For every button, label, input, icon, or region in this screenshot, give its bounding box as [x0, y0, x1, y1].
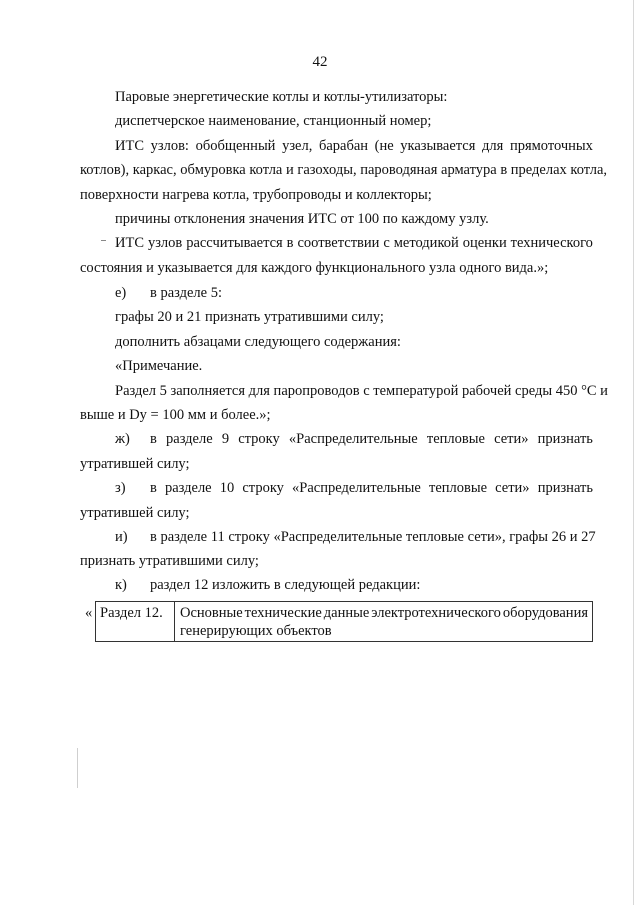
word: в — [150, 480, 157, 496]
page-number: 42 — [312, 54, 328, 70]
word: оценки — [462, 235, 507, 251]
word: с — [383, 235, 390, 251]
paragraph-dispatch-name: диспетчерское наименование, станционный номер; — [115, 113, 432, 129]
word: разделе — [166, 431, 213, 447]
paragraph-its-nodes-line1 — [115, 137, 593, 155]
word: «Распределительные — [288, 431, 418, 447]
word: узел, — [282, 138, 313, 154]
word: узлов — [147, 235, 183, 251]
word: строку — [238, 431, 280, 447]
item-zh-line2: утратившей силу; — [80, 456, 190, 472]
paragraph-columns-void: графы 20 и 21 признать утратившими силу; — [115, 309, 384, 325]
paragraph-its-nodes-line2: котлов), каркас, обмуровка котла и газоходы, пароводяная арматура в пределах котла, — [80, 162, 608, 178]
word: узлов: — [150, 138, 189, 154]
word: в — [286, 235, 294, 251]
word: электротехнического — [371, 605, 501, 621]
margin-mark — [101, 240, 106, 241]
section-12-table — [95, 601, 593, 642]
word: тепловые — [428, 480, 488, 496]
word: прямоточных — [509, 138, 593, 154]
word: тепловые — [426, 431, 485, 447]
scan-artifact — [77, 748, 78, 788]
item-z-line1 — [150, 479, 593, 497]
paragraph-calculation-line1 — [115, 234, 593, 252]
page-edge — [633, 0, 634, 905]
item-e-text: в разделе 5: — [150, 285, 223, 301]
word: сети» — [495, 480, 530, 496]
word: Основные — [180, 605, 243, 621]
section-description-line1 — [180, 604, 588, 622]
item-k-text: раздел 12 изложить в следующей редакции: — [150, 577, 421, 593]
paragraph-note-heading: «Примечание. — [115, 358, 203, 374]
section-description-cell — [180, 604, 588, 640]
paragraph-note-line2: выше и Dу = 100 мм и более.»; — [80, 407, 271, 423]
item-z-line2: утратившей силу; — [80, 505, 190, 521]
word: обобщенный — [195, 138, 276, 154]
item-i-line2: признать утратившими силу; — [80, 553, 259, 569]
item-letter-zh: ж) — [115, 431, 130, 447]
word: 10 — [219, 480, 235, 496]
item-i-line1: в разделе 11 строку «Распределительные тепловые сети», графы 26 и 27 — [150, 529, 596, 545]
paragraph-add-clauses: дополнить абзацами следующего содержания: — [115, 334, 401, 350]
section-description-line2: генерирующих объектов — [180, 623, 332, 639]
word: технические — [244, 605, 322, 621]
section-label: Раздел 12. — [100, 605, 163, 621]
word: разделе — [164, 480, 212, 496]
word: барабан — [318, 138, 369, 154]
word: в — [150, 431, 157, 447]
section-label-cell — [96, 602, 175, 641]
word: технического — [510, 235, 593, 251]
item-letter-k: к) — [115, 577, 127, 593]
word: методикой — [393, 235, 459, 251]
paragraph-its-nodes-line3: поверхности нагрева котла, трубопроводы и коллекторы; — [80, 187, 432, 203]
paragraph-calculation-line2: состояния и указывается для каждого функционального узла одного вида.»; — [80, 260, 549, 276]
word: 9 — [221, 431, 230, 447]
word: соответствии — [297, 235, 380, 251]
item-zh-line1 — [150, 430, 593, 448]
item-letter-i: и) — [115, 529, 128, 545]
paragraph-deviation-reasons: причины отклонения значения ИТС от 100 по каждому узлу. — [115, 211, 489, 227]
word: сети» — [494, 431, 529, 447]
word: данные — [323, 605, 370, 621]
word: признать — [537, 431, 593, 447]
word: ИТС — [115, 235, 144, 251]
word: (не — [374, 138, 394, 154]
word: признать — [537, 480, 593, 496]
word: для — [482, 138, 504, 154]
word: оборудования — [502, 605, 588, 621]
paragraph-note-line1: Раздел 5 заполняется для паропроводов с температурой рабочей среды 450 °С и — [115, 383, 608, 399]
word: рассчитывается — [186, 235, 283, 251]
item-letter-e: е) — [115, 285, 127, 301]
word: указывается — [400, 138, 476, 154]
table-open-quote: « — [85, 605, 93, 621]
item-letter-z: з) — [115, 480, 126, 496]
word: строку — [242, 480, 284, 496]
word: ИТС — [115, 138, 144, 154]
paragraph-boilers-heading: Паровые энергетические котлы и котлы-утилизаторы: — [115, 89, 448, 105]
word: «Распределительные — [292, 480, 421, 496]
